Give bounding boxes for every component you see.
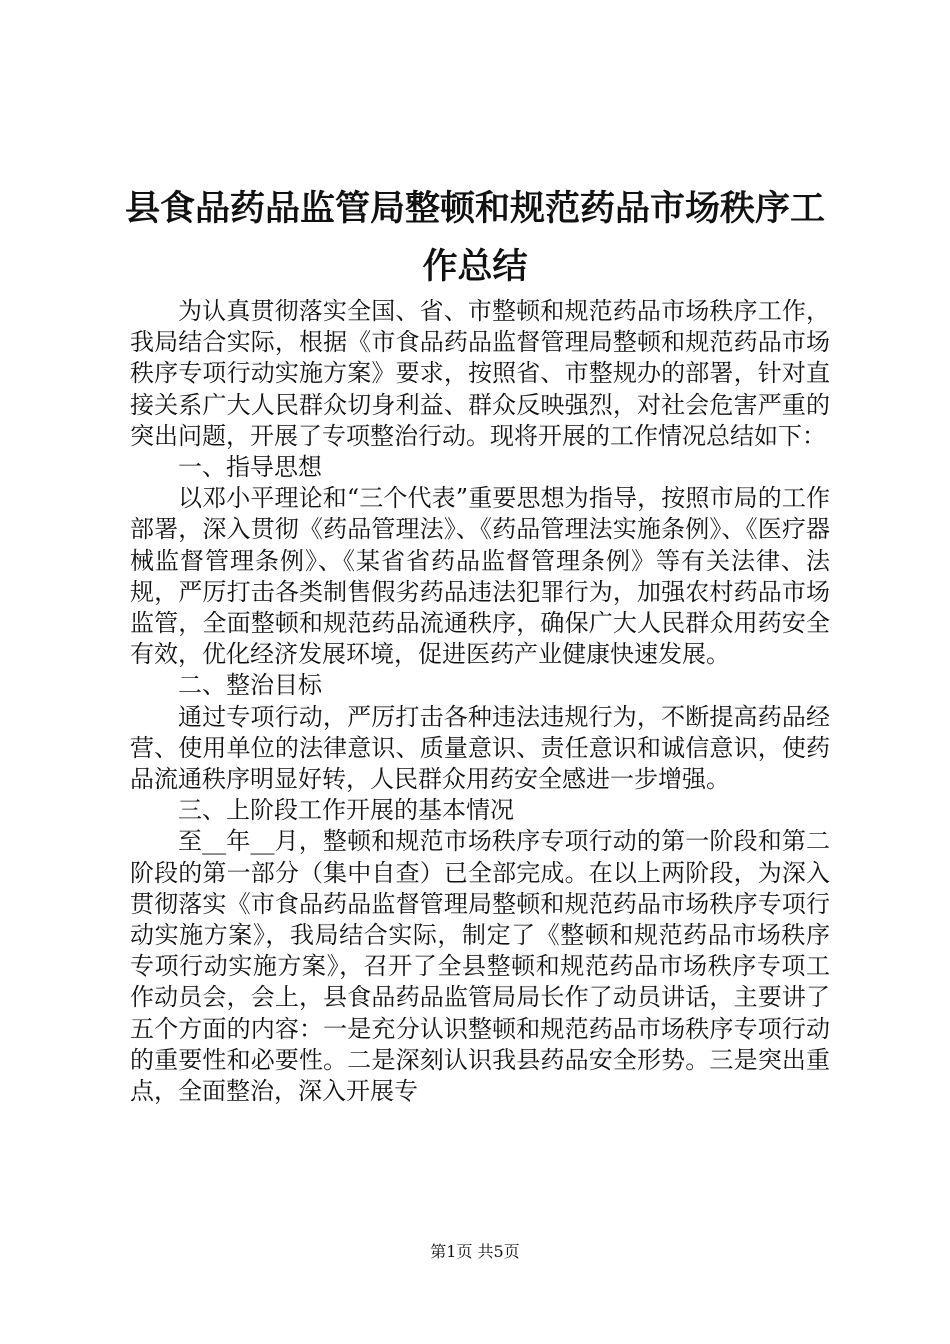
intro-paragraph: 为认真贯彻落实全国、省、市整顿和规范药品市场秩序工作，我局结合实际，根据《市食品药品监督管理局整顿和规范药品市场秩序专项行动实施方案》要求，按照省、市整规办的部署，针对直接关系广大人民群众切身利益、群众反映强烈，对社会危害严重的突出问题，开展了专项整治行动。现将开展的工作情况总结如下： <box>130 297 830 450</box>
document-title: 县食品药品监管局整顿和规范药品市场秩序工作总结 <box>124 188 825 287</box>
guiding-ideology-paragraph: 以邓小平理论和“三个代表”重要思想为指导，按照市局的工作部署，深入贯彻《药品管理法》、《药品管理法实施条例》、《医疗器械监督管理条例》、《某省省药品监督管理条例》等有关法律、法规，严厉打击各类制售假劣药品违法犯罪行为，加强农村药品市场监管，全面整顿和规范药品流通秩序，确保广大人民群众用药安全有效，优化经济发展环境，促进医药产业健康快速发展。 <box>130 484 830 669</box>
section-heading-progress: 三、上阶段工作开展的基本情况 <box>178 796 514 825</box>
page-footer: 第1页 共5页 <box>430 1242 520 1261</box>
document-body <box>130 296 830 1107</box>
section-heading-guiding-ideology: 一、指导思想 <box>178 453 322 482</box>
goals-paragraph: 通过专项行动，严厉打击各种违法违规行为，不断提高药品经营、使用单位的法律意识、质量意识、责任意识和诚信意识，使药品流通秩序明显好转，人民群众用药安全感进一步增强。 <box>130 702 830 794</box>
progress-paragraph: 至__年__月，整顿和规范市场秩序专项行动的第一阶段和第二阶段的第一部分（集中自查）已全部完成。在以上两阶段，为深入贯彻落实《市食品药品监督管理局整顿和规范药品市场秩序专项行动实施方案》，我局结合实际，制定了《整顿和规范药品市场秩序专项行动实施方案》，召开了全县整顿和规范药品市场秩序专项工作动员会，会上，县食品药品监管局局长作了动员讲话，主要讲了五个方面的内容：一是充分认识整顿和规范药品市场秩序专项行动的重要性和必要性。二是深刻认识我县药品安全形势。三是突出重点，全面整治，深入开展专 <box>130 827 830 1106</box>
section-heading-goals: 二、整治目标 <box>178 671 322 700</box>
